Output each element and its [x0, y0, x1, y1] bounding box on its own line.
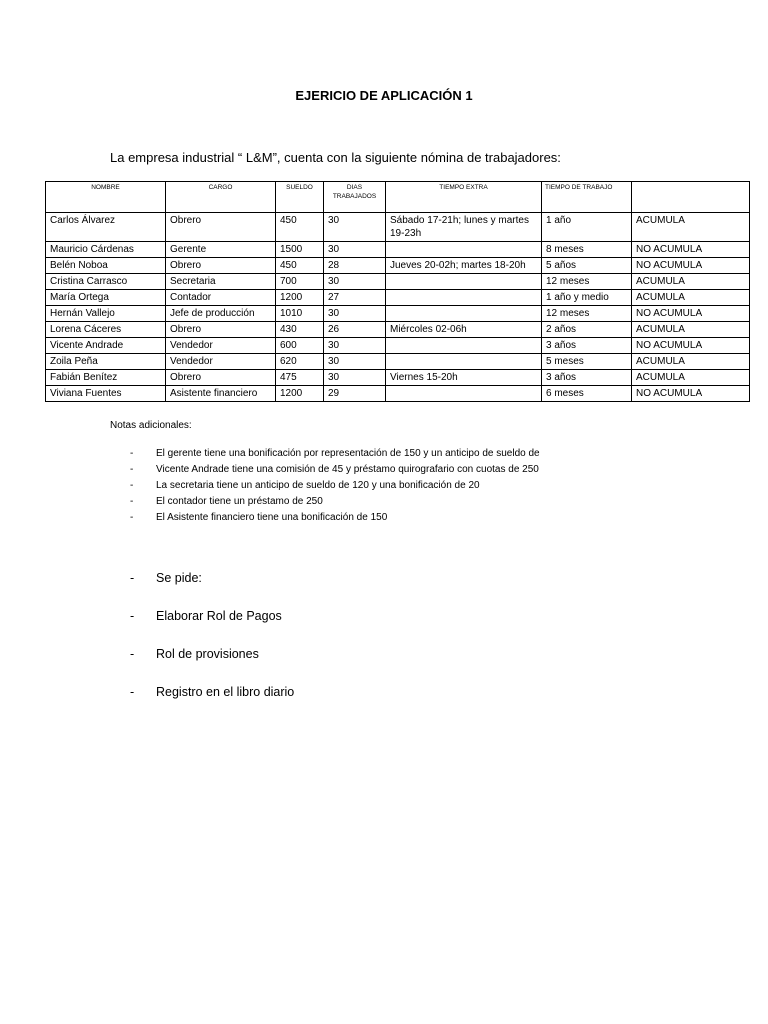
cell-tiempo-extra [386, 354, 542, 370]
task-text: Se pide: [156, 571, 202, 585]
note-text: El gerente tiene una bonificación por representación de 150 y un anticipo de sueldo de [156, 448, 540, 459]
cell-tiempo-extra [386, 386, 542, 402]
table-row [46, 370, 750, 386]
header-tiempo-extra: TIEMPO EXTRA [386, 182, 542, 213]
cell-sueldo: 1500 [276, 242, 324, 258]
task-item [130, 608, 294, 646]
header-nombre: NOMBRE [46, 182, 166, 213]
cell-sueldo: 450 [276, 213, 324, 242]
document-title: EJERICIO DE APLICACIÓN 1 [295, 88, 473, 103]
cell-sueldo: 1200 [276, 290, 324, 306]
cell-tiempo-trabajo: 3 años [542, 338, 632, 354]
cell-nombre: Hernán Vallejo [46, 306, 166, 322]
table-header-row [46, 182, 750, 213]
cell-acumula: NO ACUMULA [632, 338, 750, 354]
bullet-dash: - [130, 571, 135, 585]
cell-nombre: Belén Noboa [46, 258, 166, 274]
cell-tiempo-trabajo: 1 año y medio [542, 290, 632, 306]
bullet-dash: - [130, 464, 134, 475]
bullet-dash: - [130, 496, 134, 507]
task-text: Rol de provisiones [156, 647, 259, 661]
header-sueldo: SUELDO [276, 182, 324, 213]
cell-cargo: Contador [166, 290, 276, 306]
cell-dias: 28 [324, 258, 386, 274]
cell-tiempo-extra: Sábado 17-21h; lunes y martes 19-23h [386, 213, 542, 242]
cell-sueldo: 620 [276, 354, 324, 370]
intro-text: La empresa industrial “ L&M”, cuenta con la siguiente nómina de trabajadores: [110, 150, 561, 165]
cell-tiempo-extra [386, 338, 542, 354]
tasks-list [130, 570, 294, 722]
bullet-dash: - [130, 480, 134, 491]
cell-dias: 30 [324, 338, 386, 354]
cell-nombre: Zoila Peña [46, 354, 166, 370]
cell-tiempo-trabajo: 1 año [542, 213, 632, 242]
cell-dias: 29 [324, 386, 386, 402]
cell-tiempo-trabajo: 3 años [542, 370, 632, 386]
bullet-dash: - [130, 647, 135, 661]
cell-tiempo-extra [386, 242, 542, 258]
cell-dias: 30 [324, 242, 386, 258]
cell-acumula: ACUMULA [632, 354, 750, 370]
cell-tiempo-extra [386, 306, 542, 322]
cell-dias: 30 [324, 274, 386, 290]
cell-dias: 30 [324, 306, 386, 322]
task-item [130, 570, 294, 608]
cell-cargo: Vendedor [166, 354, 276, 370]
note-item [130, 463, 540, 479]
cell-nombre: Cristina Carrasco [46, 274, 166, 290]
cell-dias: 30 [324, 213, 386, 242]
table-row [46, 274, 750, 290]
cell-acumula: ACUMULA [632, 274, 750, 290]
cell-dias: 27 [324, 290, 386, 306]
bullet-dash: - [130, 512, 134, 523]
header-dias-trabajados: DIAS TRABAJADOS [324, 182, 386, 213]
note-item [130, 495, 540, 511]
cell-sueldo: 600 [276, 338, 324, 354]
cell-acumula: ACUMULA [632, 290, 750, 306]
notes-title: Notas adicionales: [110, 420, 192, 431]
note-item [130, 479, 540, 495]
cell-sueldo: 475 [276, 370, 324, 386]
note-text: El contador tiene un préstamo de 250 [156, 496, 323, 507]
table-row [46, 290, 750, 306]
cell-tiempo-extra: Jueves 20-02h; martes 18-20h [386, 258, 542, 274]
cell-nombre: Lorena Cáceres [46, 322, 166, 338]
cell-cargo: Asistente financiero [166, 386, 276, 402]
cell-cargo: Obrero [166, 213, 276, 242]
cell-tiempo-trabajo: 12 meses [542, 306, 632, 322]
cell-acumula: NO ACUMULA [632, 242, 750, 258]
header-acumula [632, 182, 750, 213]
cell-acumula: ACUMULA [632, 213, 750, 242]
cell-tiempo-trabajo: 6 meses [542, 386, 632, 402]
cell-nombre: Vicente Andrade [46, 338, 166, 354]
task-text: Elaborar Rol de Pagos [156, 609, 282, 623]
cell-sueldo: 450 [276, 258, 324, 274]
cell-cargo: Jefe de producción [166, 306, 276, 322]
note-item [130, 447, 540, 463]
task-item [130, 684, 294, 722]
cell-tiempo-trabajo: 5 meses [542, 354, 632, 370]
cell-acumula: ACUMULA [632, 370, 750, 386]
bullet-dash: - [130, 448, 134, 459]
table-row [46, 306, 750, 322]
note-text: La secretaria tiene un anticipo de sueldo de 120 y una bonificación de 20 [156, 480, 480, 491]
cell-cargo: Secretaria [166, 274, 276, 290]
cell-dias: 30 [324, 370, 386, 386]
cell-dias: 26 [324, 322, 386, 338]
cell-nombre: Carlos Álvarez [46, 213, 166, 242]
cell-tiempo-trabajo: 8 meses [542, 242, 632, 258]
cell-dias: 30 [324, 354, 386, 370]
payroll-table [45, 181, 750, 402]
header-cargo: CARGO [166, 182, 276, 213]
cell-cargo: Obrero [166, 258, 276, 274]
cell-sueldo: 1200 [276, 386, 324, 402]
header-tiempo-de-trabajo: TIEMPO DE TRABAJO [542, 182, 632, 213]
cell-cargo: Obrero [166, 322, 276, 338]
cell-tiempo-extra [386, 274, 542, 290]
cell-tiempo-extra: Viernes 15-20h [386, 370, 542, 386]
cell-tiempo-extra: Miércoles 02-06h [386, 322, 542, 338]
table-row [46, 258, 750, 274]
cell-tiempo-trabajo: 5 años [542, 258, 632, 274]
cell-sueldo: 430 [276, 322, 324, 338]
table-row [46, 242, 750, 258]
bullet-dash: - [130, 685, 135, 699]
cell-cargo: Gerente [166, 242, 276, 258]
cell-acumula: NO ACUMULA [632, 306, 750, 322]
cell-cargo: Vendedor [166, 338, 276, 354]
table-body [46, 213, 750, 402]
cell-tiempo-extra [386, 290, 542, 306]
note-item [130, 511, 540, 527]
table-row [46, 322, 750, 338]
table-row [46, 386, 750, 402]
note-text: Vicente Andrade tiene una comisión de 45 y préstamo quirografario con cuotas de 250 [156, 464, 539, 475]
cell-tiempo-trabajo: 12 meses [542, 274, 632, 290]
notes-list [130, 447, 540, 527]
cell-nombre: María Ortega [46, 290, 166, 306]
cell-tiempo-trabajo: 2 años [542, 322, 632, 338]
bullet-dash: - [130, 609, 135, 623]
cell-acumula: NO ACUMULA [632, 258, 750, 274]
cell-cargo: Obrero [166, 370, 276, 386]
table-row [46, 213, 750, 242]
cell-sueldo: 700 [276, 274, 324, 290]
note-text: El Asistente financiero tiene una bonificación de 150 [156, 512, 388, 523]
table-row [46, 354, 750, 370]
cell-nombre: Viviana Fuentes [46, 386, 166, 402]
cell-nombre: Fabián Benítez [46, 370, 166, 386]
cell-acumula: NO ACUMULA [632, 386, 750, 402]
cell-acumula: ACUMULA [632, 322, 750, 338]
task-text: Registro en el libro diario [156, 685, 295, 699]
table-row [46, 338, 750, 354]
cell-sueldo: 1010 [276, 306, 324, 322]
task-item [130, 646, 294, 684]
cell-nombre: Mauricio Cárdenas [46, 242, 166, 258]
